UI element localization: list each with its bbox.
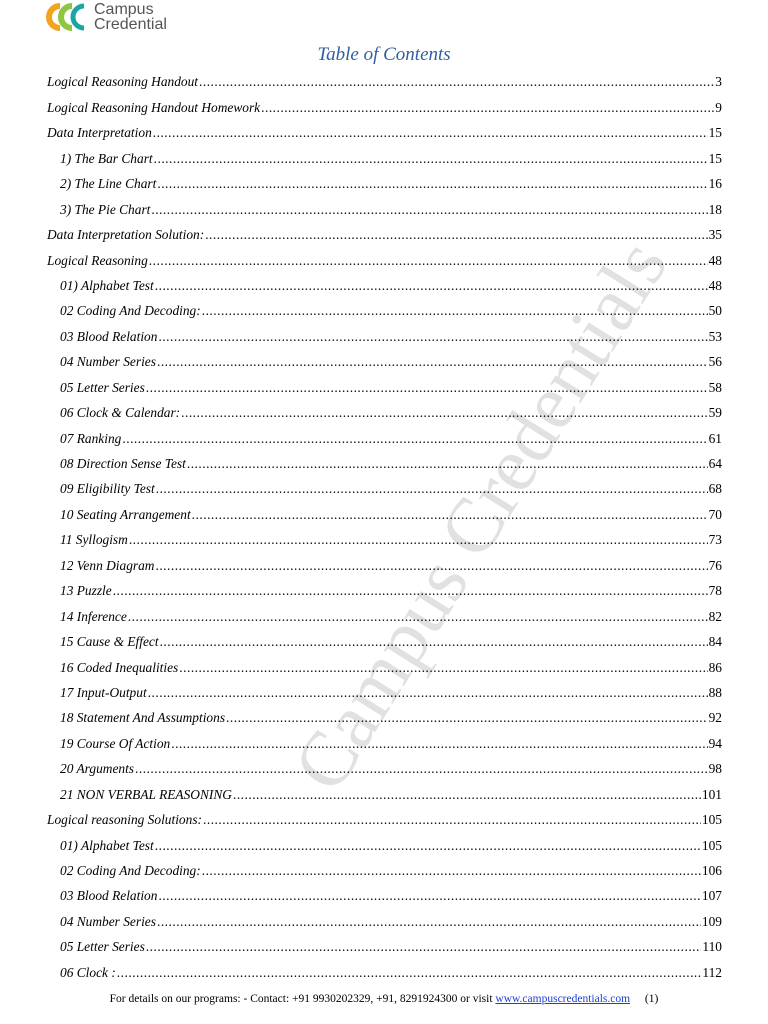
toc-entry-page: 105 [701,837,722,853]
toc-entry-label: 21 NON VERBAL REASONING [60,786,232,802]
toc-entry-page: 15 [708,125,722,141]
toc-entry[interactable] [47,318,722,343]
toc-dot-leader [181,405,707,420]
toc-entry-page: 48 [708,252,722,268]
toc-entry[interactable] [47,827,722,852]
toc-entry[interactable] [47,547,722,572]
toc-entry-label: Logical Reasoning Handout Homework [47,99,261,115]
toc-entry[interactable] [47,420,722,445]
toc-entry-page: 50 [708,303,722,319]
toc-dot-leader [202,863,701,878]
toc-entry[interactable] [47,242,722,267]
toc-dot-leader [155,278,708,293]
page-footer [0,993,768,1005]
toc-entry-label: 2) The Line Chart [60,176,157,192]
toc-entry[interactable] [47,217,722,242]
toc-entry-page: 58 [708,379,722,395]
toc-dot-leader [160,634,708,649]
toc-entry-page: 110 [702,939,722,955]
toc-entry-label: 03 Blood Relation [60,888,158,904]
footer-website-link[interactable]: www.campuscredentials.com [495,993,631,1005]
toc-entry[interactable] [47,675,722,700]
toc-entry-label: 13 Puzzle [60,583,112,599]
toc-dot-leader [205,227,707,242]
toc-entry-label: 1) The Bar Chart [60,150,153,166]
toc-entry-label: 02 Coding And Decoding: [60,863,201,878]
toc-entry-page: 56 [708,354,722,370]
toc-entry-label: 03 Blood Relation [60,328,158,344]
toc-dot-leader [158,329,707,344]
toc-entry-label: 01) Alphabet Test [60,277,154,293]
toc-entry-page: 64 [708,456,722,471]
toc-entry-page: 9 [715,99,722,115]
toc-entry-label: 12 Venn Diagram [60,557,155,573]
page-number: (1) [644,993,659,1005]
toc-entry-page: 106 [701,863,722,878]
toc-dot-leader [156,481,708,496]
toc-entry[interactable] [47,929,722,954]
toc-entry-label: 09 Eligibility Test [60,481,155,497]
toc-entry[interactable] [47,751,722,776]
toc-dot-leader [129,532,708,547]
toc-entry[interactable] [47,725,722,750]
toc-entry-label: 08 Direction Sense Test [60,456,186,471]
toc-dot-leader [149,253,708,268]
toc-entry[interactable] [47,573,722,598]
toc-dot-leader [151,202,707,217]
toc-entry-page: 73 [708,532,722,548]
logo-text-line2: Credential [94,16,167,33]
toc-entry[interactable] [47,293,722,318]
toc-entry[interactable] [47,191,722,216]
toc-dot-leader [148,685,708,700]
toc-entry[interactable] [47,802,722,827]
toc-entry-page: 18 [708,201,722,217]
toc-entry-page: 82 [708,608,722,624]
toc-entry[interactable] [47,598,722,623]
toc-entry-page: 48 [708,277,722,293]
toc-entry-page: 70 [708,506,722,522]
toc-dot-leader [158,888,700,903]
toc-entry-label: 3) The Pie Chart [60,201,151,217]
toc-entry[interactable] [47,522,722,547]
toc-entry-label: Logical Reasoning [47,252,148,268]
toc-dot-leader [226,710,708,725]
toc-entry-page: 84 [708,634,722,650]
watermark: Campus Credentials [275,224,684,806]
toc-dot-leader [157,354,708,369]
toc-entry-label: 19 Course Of Action [60,735,171,751]
toc-entry-label: 05 Letter Series [60,379,145,395]
toc-dot-leader [113,583,708,598]
footer-contact-text: For details on our programs: - Contact: +91 9930202329, +91, 8291924300 or visit [109,993,493,1005]
toc-entry[interactable] [47,496,722,521]
toc-entry-label: 17 Input-Output [60,684,147,700]
toc-entry[interactable] [47,369,722,394]
toc-entry-label: Data Interpretation [47,125,152,141]
page-title: Table of Contents [317,44,451,65]
toc-entry-label: 02 Coding And Decoding: [60,303,201,319]
toc-entry-label: 04 Number Series [60,354,156,370]
toc-dot-leader [157,914,701,929]
toc-entry-page: 59 [708,405,722,421]
toc-entry-page: 3 [715,74,722,90]
toc-entry[interactable] [47,140,722,165]
toc-dot-leader [154,151,708,166]
toc-dot-leader [233,787,701,802]
toc-entry-label: 20 Arguments [60,761,135,777]
toc-entry-page: 86 [708,659,722,675]
toc-entry[interactable] [47,624,722,649]
toc-entry-page: 98 [708,761,722,777]
toc-entry-label: 11 Syllogism [60,532,128,548]
toc-dot-leader [146,939,702,954]
toc-entry[interactable] [47,853,722,878]
toc-dot-leader [146,380,708,395]
toc-entry[interactable] [47,64,722,89]
toc-dot-leader [128,609,708,624]
toc-entry-page: 53 [708,328,722,344]
toc-entry-label: 06 Clock : [60,964,116,980]
toc-entry-label: 14 Inference [60,608,127,624]
toc-entry-label: 16 Coded Inequalities [60,659,179,675]
toc-dot-leader [192,507,708,522]
toc-entry-page: 16 [708,176,722,192]
brand-logo [46,0,167,34]
toc-entry-label: 15 Cause & Effect [60,634,159,650]
toc-entry[interactable] [47,878,722,903]
toc-entry-page: 107 [701,888,722,904]
toc-entry-label: 04 Number Series [60,913,156,929]
toc-dot-leader [155,838,701,853]
toc-entry-label: 10 Seating Arrangement [60,506,191,522]
toc-entry-page: 94 [708,735,722,751]
toc-entry[interactable] [47,903,722,928]
toc-dot-leader [179,660,707,675]
toc-entry-page: 78 [708,583,722,599]
toc-entry[interactable] [47,954,722,979]
toc-entry-page: 112 [702,964,722,980]
toc-entry[interactable] [47,395,722,420]
toc-entry[interactable] [47,446,722,471]
toc-entry-page: 105 [701,812,722,828]
toc-dot-leader [155,558,707,573]
toc-dot-leader [157,176,707,191]
toc-entry-label: 05 Letter Series [60,939,145,955]
toc-entry[interactable] [47,166,722,191]
toc-entry[interactable] [47,471,722,496]
toc-entry-label: Logical Reasoning Handout [47,74,199,90]
logo-text-line1: Campus [94,1,154,18]
toc-entry-label: 18 Statement And Assumptions [60,710,226,726]
toc-entry[interactable] [47,649,722,674]
toc-dot-leader [135,761,708,776]
toc-dot-leader [202,303,708,318]
toc-dot-leader [187,456,708,471]
toc-dot-leader [261,100,714,115]
toc-entry-page: 76 [708,557,722,573]
toc-entry[interactable] [47,268,722,293]
toc-entry-page: 68 [708,481,722,497]
toc-entry-label: Logical reasoning Solutions: [47,812,202,828]
toc-dot-leader [117,965,702,980]
toc-entry[interactable] [47,344,722,369]
toc-entry-page: 35 [708,227,722,243]
toc-dot-leader [122,431,707,446]
toc-entry[interactable] [47,89,722,114]
toc-entry-page: 92 [708,710,722,726]
table-of-contents [47,64,722,980]
toc-dot-leader [203,812,701,827]
toc-entry-page: 101 [701,786,722,802]
toc-entry-label: 06 Clock & Calendar: [60,405,181,421]
campus-credential-logo-icon [46,2,92,32]
toc-entry[interactable] [47,776,722,801]
toc-dot-leader [171,736,707,751]
toc-entry[interactable] [47,115,722,140]
toc-entry-page: 88 [708,684,722,700]
toc-entry-label: Data Interpretation Solution: [47,227,205,243]
toc-entry-label: 07 Ranking [60,430,122,446]
toc-dot-leader [199,74,714,89]
toc-entry-label: 01) Alphabet Test [60,837,154,853]
toc-entry-page: 15 [708,150,722,166]
toc-dot-leader [153,125,708,140]
toc-entry[interactable] [47,700,722,725]
toc-entry-page: 61 [708,430,722,446]
toc-entry-page: 109 [701,913,722,929]
